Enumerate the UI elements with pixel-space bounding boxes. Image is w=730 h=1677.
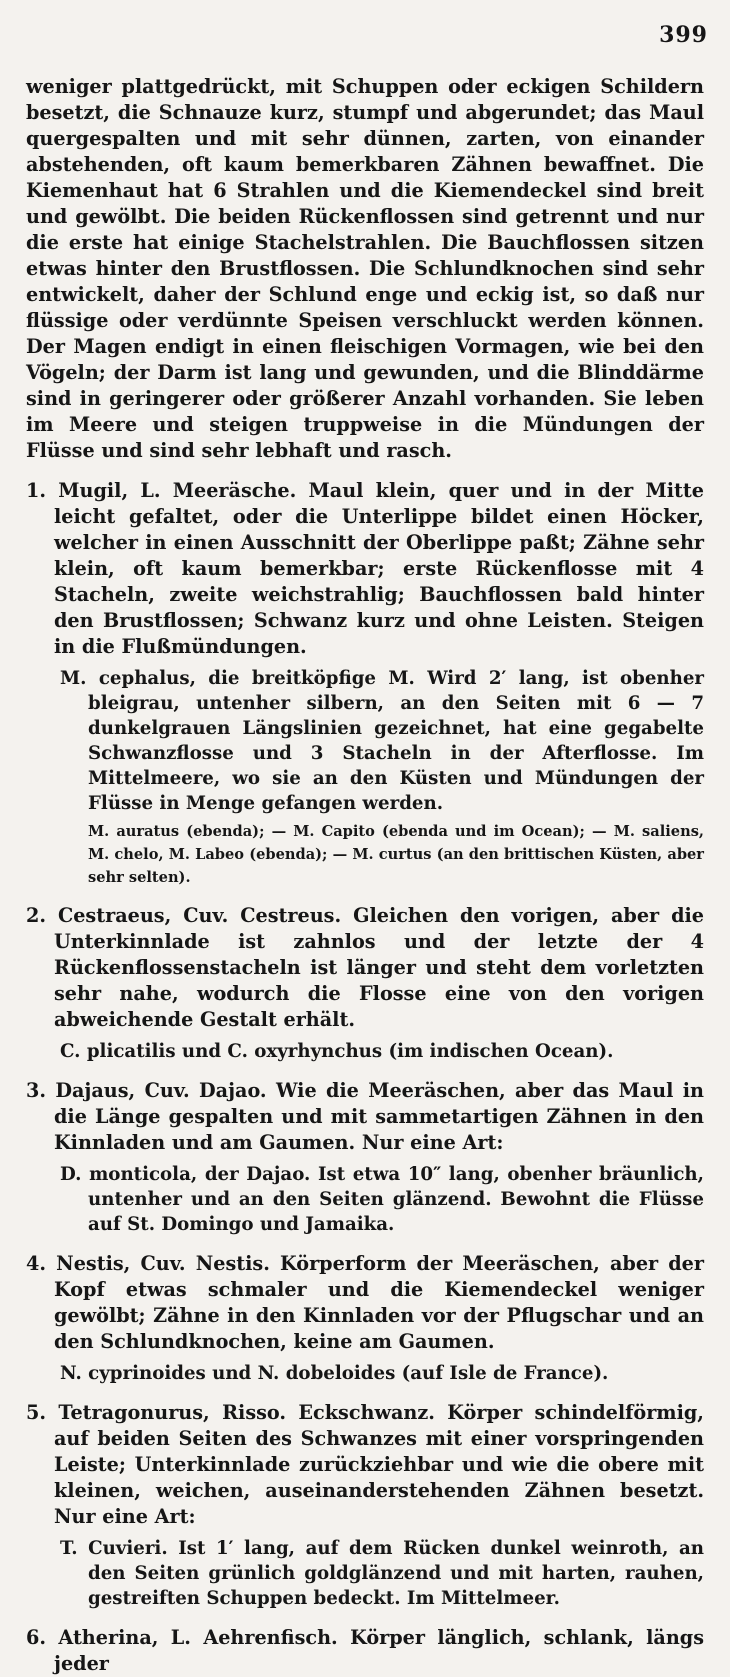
genus-mugil: 1. Mugil, L. Meeräsche. Maul klein, quer und in der Mitte leicht gefaltet, oder die Unterlippe bildet einen Höcker, welcher in einen Ausschnitt der Oberlippe paßt; Zähne sehr klein, oft kaum bemerkbar; erste Rückenflosse mit 4 Stacheln, zweite weichstrahlig; Bauchflossen bald hinter den Brustflossen; Schwanz kurz und ohne Leisten. Steigen in die Flußmündungen. bbox=[26, 479, 704, 658]
genus-cestraeus: 2. Cestraeus, Cuv. Cestreus. Gleichen den vorigen, aber die Unterkinnlade ist zahnlos und der letzte der 4 Rückenflossenstacheln ist länger und steht dem vorletzten sehr nahe, wodurch die Flosse eine von den vorigen abweichende Gestalt erhält. bbox=[26, 904, 704, 1031]
species-cestraeus: C. plicatilis und C. oxyrhynchus (im indischen Ocean). bbox=[60, 1041, 614, 1062]
species-dajaus-monticola: D. monticola, der Dajao. Ist etwa 10″ lang, obenher bräunlich, untenher und an den Seiten glänzend. Bewohnt die Flüsse auf St. Domingo und Jamaika. bbox=[60, 1164, 704, 1235]
species-note-mugil: M. auratus (ebenda); — M. Capito (ebenda und im Ocean); — M. saliens, M. chelo, M. Labeo (ebenda); — M. curtus (an den brittischen Küsten, aber sehr selten). bbox=[88, 823, 704, 886]
intro-paragraph: weniger plattgedrückt, mit Schuppen oder eckigen Schildern besetzt, die Schnauze kurz, stumpf und abgerundet; das Maul quergespalten und mit sehr dünnen, zarten, von einander abstehenden, oft kaum bemerkbaren Zähnen bewaffnet. Die Kiemenhaut hat 6 Strahlen und die Kiemendeckel sind breit und gewölbt. Die beiden Rückenflossen sind getrennt und nur die erste hat einige Stachelstrahlen. Die Bauchflossen sitzen etwas hinter den Brustflossen. Die Schlundknochen sind sehr entwickelt, daher der Schlund enge und eckig ist, so daß nur flüssige oder verdünnte Speisen verschluckt werden können. Der Magen endigt in einen fleischigen Vormagen, wie bei den Vögeln; der Darm ist lang und gewunden, und die Blinddärme sind in geringerer oder größerer Anzahl vorhanden. Sie leben im Meere und steigen truppweise in die Mündungen der Flüsse und sind sehr lebhaft und rasch. bbox=[26, 75, 704, 462]
genus-nestis: 4. Nestis, Cuv. Nestis. Körperform der Meeräschen, aber der Kopf etwas schmaler und die Kiemendeckel weniger gewölbt; Zähne in den Kinnladen vor der Pflugschar und an den Schlundknochen, keine am Gaumen. bbox=[26, 1252, 704, 1353]
page-number: 399 bbox=[659, 22, 708, 48]
species-tetragonurus-cuvieri: T. Cuvieri. Ist 1′ lang, auf dem Rücken dunkel weinroth, an den Seiten grünlich goldglänzend und mit harten, rauhen, gestreiften Schuppen bedeckt. Im Mittelmeer. bbox=[60, 1538, 704, 1609]
genus-atherina: 6. Atherina, L. Aehrenfisch. Körper länglich, schlank, längs jeder bbox=[26, 1626, 704, 1675]
species-nestis: N. cyprinoides und N. dobeloides (auf Isle de France). bbox=[60, 1363, 609, 1384]
genus-tetragonurus: 5. Tetragonurus, Risso. Eckschwanz. Körper schindelförmig, auf beiden Seiten des Schwanzes mit einer vorspringenden Leiste; Unterkinnlade zurückziehbar und wie die obere mit kleinen, weichen, auseinanderstehenden Zähnen besetzt. Nur eine Art: bbox=[26, 1401, 704, 1528]
species-mugil-cephalus: M. cephalus, die breitköpfige M. Wird 2′ lang, ist obenher bleigrau, untenher silbern, an den Seiten mit 6 — 7 dunkelgrauen Längslinien gezeichnet, hat eine gegabelte Schwanzflosse und 3 Stacheln in der Afterflosse. Im Mittelmeere, wo sie an den Küsten und Mündungen der Flüsse in Menge gefangen werden. bbox=[60, 668, 704, 814]
genus-dajaus: 3. Dajaus, Cuv. Dajao. Wie die Meeräschen, aber das Maul in die Länge gespalten und mit sammetartigen Zähnen in den Kinnladen und am Gaumen. Nur eine Art: bbox=[26, 1079, 704, 1154]
